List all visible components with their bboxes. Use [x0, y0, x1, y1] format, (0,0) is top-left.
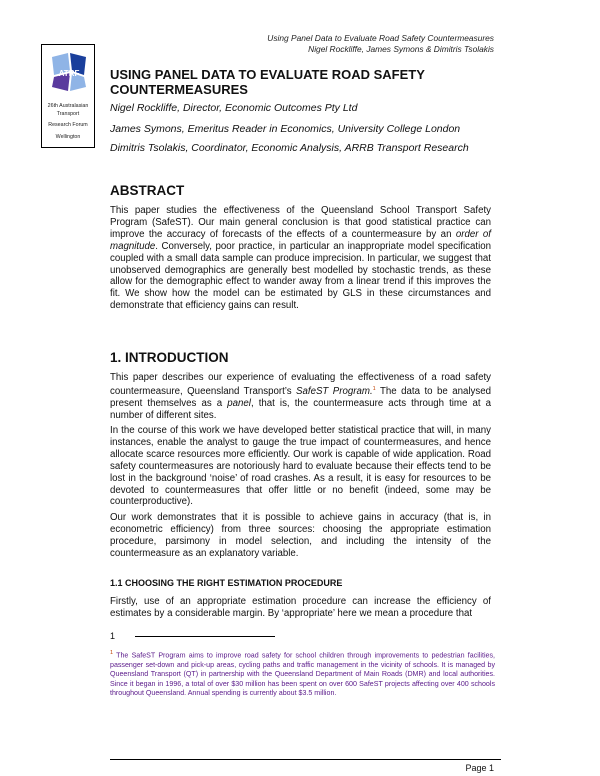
logo-line-2: Transport: [56, 111, 80, 117]
footnote-divider: [135, 636, 275, 637]
intro-paragraph-1: This paper describes our experience of evaluating the effectiveness of a road safety countermeasure, Queensland Transport’s SafeST Program.$^1$ The data to be analysed present themselves as a panel, that is, the countermeasure acts through time at a number of different sites.: [110, 372, 491, 421]
intro-paragraph-2: In the course of this work we have developed better statistical practice that will, in many instances, enable the analyst to gauge the true impact of countermeasures, and hence allocate scarce resources more efficiently. Our work is capable of wide application. Road safety countermeasures are notoriously hard to evaluate because their effects tend to be lost in the background ‘noise’ of road crashes. As a result, it is easy for resources to be devoted to countermeasures that offer little or no benefit (indeed, some may be counterproductive).: [110, 425, 491, 508]
paper-title: USING PANEL DATA TO EVALUATE ROAD SAFETY COUNTERMEASURES: [110, 67, 425, 97]
section-1-1-heading: 1.1 CHOOSING THE RIGHT ESTIMATION PROCEDURE: [110, 578, 343, 588]
conference-logo: [41, 44, 95, 148]
author-3: Dimitris Tsolakis, Coordinator, Economic Analysis, ARRB Transport Research: [110, 142, 469, 154]
page-number: Page 1: [465, 763, 494, 773]
footer-rule: [110, 759, 501, 760]
logo-line-4: Wellington: [55, 134, 81, 140]
logo-line-3: Research Forum: [48, 122, 88, 128]
footnote-text: $^1$ The SafeST Program aims to improve road safety for school children through improvements to pedestrian facilities, passenger set-down and pick-up areas, cycling paths and traffic management in the vicinity of schools. It is managed by Queensland Transport (QT) in partnership with the Queensland Department of Main Roads (DMR) and local authorities. Since it began in 1996, a total of over $30 million has been spent on over 600 SafeST projects affecting over 400 schools throughout Queensland. Annual spending is currently about $3.5 million.: [110, 650, 495, 697]
abstract-emphasis: order of magnitude: [110, 228, 491, 252]
running-header-title: Using Panel Data to Evaluate Road Safety Countermeasures: [267, 33, 494, 43]
abstract-heading: ABSTRACT: [110, 183, 185, 198]
abstract-text: This paper studies the effectiveness of the Queensland School Transport Safety Program (SafeST). Our main general conclusion is that good statistical practice can improve the accuracy of forecasts of the effects of a countermeasure by an order of magnitude. Conversely, poor practice, in particular an inappropriate model specification coupled with a small data sample can produce imprecision. In particular, we suggest that unobserved demographics are generally best modelled by stochastic trends, as these allow for the demographic effect to wander away from a linear trend if this improves the fit. We show how the model can be estimated by GLS in these circumstances and demonstrate that efficiency gains can result.: [110, 205, 491, 312]
section-1-1-paragraph: Firstly, use of an appropriate estimation procedure can increase the efficiency of estimates by a considerable margin. By ‘appropriate’ here we mean a procedure that: [110, 596, 491, 619]
logo-emblem-text: ATRF: [58, 69, 80, 78]
logo-line-1: 26th Australasian: [47, 103, 89, 109]
footnote-number: 1: [110, 631, 116, 641]
introduction-heading: 1. INTRODUCTION: [110, 350, 229, 365]
intro-paragraph-3: Our work demonstrates that it is possible to achieve gains in accuracy (that is, in econometric efficiency) from three sources: choosing the appropriate estimation procedure, parsimony in model selection, and including the intensity of the countermeasure as an explanatory variable.: [110, 512, 491, 559]
footnote-reference[interactable]: 1: [372, 385, 376, 392]
author-1: Nigel Rockliffe, Director, Economic Outcomes Pty Ltd: [110, 102, 358, 114]
atrf-logo-icon: [46, 49, 92, 95]
running-header-authors: Nigel Rockliffe, James Symons & Dimitris Tsolakis: [308, 44, 494, 54]
author-2: James Symons, Emeritus Reader in Economics, University College London: [110, 123, 461, 135]
